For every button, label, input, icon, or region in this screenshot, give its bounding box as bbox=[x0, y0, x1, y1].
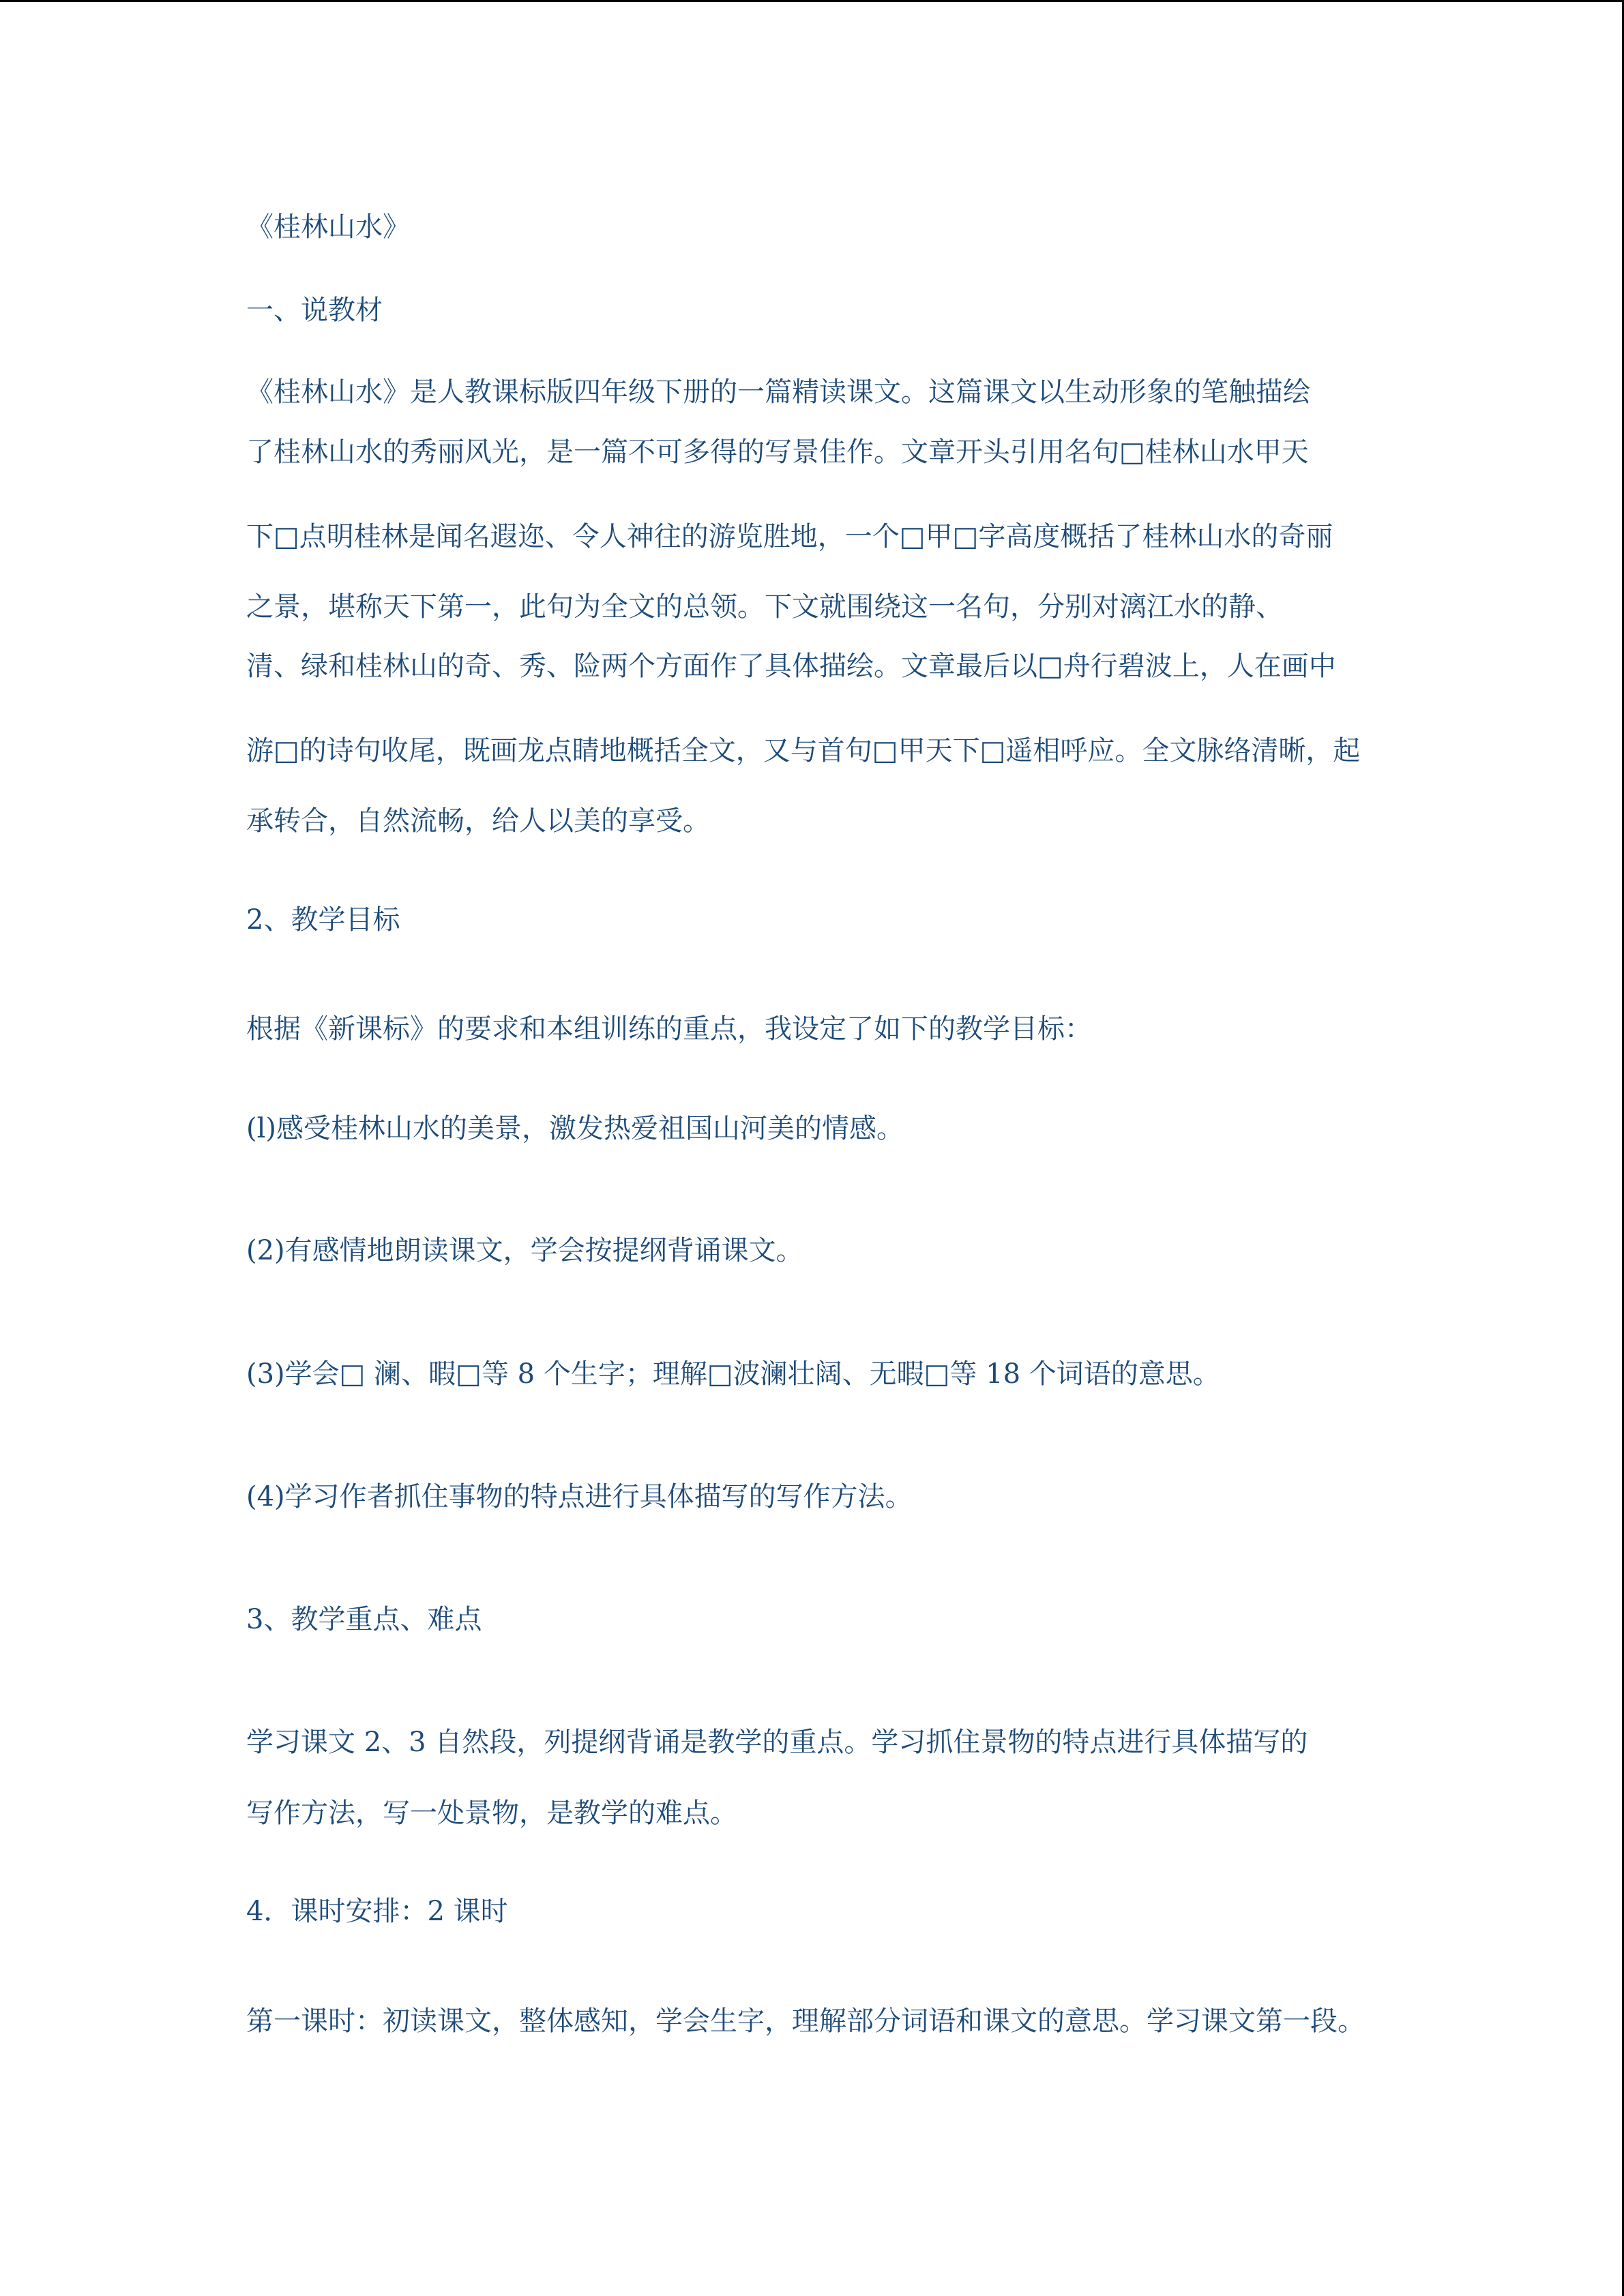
section-heading-3: 3、教学重点、难点 bbox=[246, 1604, 482, 1635]
intro-line-3: 下□点明桂林是闻名遐迩、令人神往的游览胜地，一个□甲□字高度概括了桂林山水的奇丽 bbox=[246, 521, 1333, 552]
intro-line-2: 了桂林山水的秀丽风光，是一篇不可多得的写景佳作。文章开头引用名句□桂林山水甲天 bbox=[246, 436, 1309, 468]
goal-item-4: (4)学习作者抓住事物的特点进行具体描写的写作方法。 bbox=[246, 1481, 913, 1512]
section-heading-1: 一、说教材 bbox=[246, 295, 383, 326]
goal-item-2: (2)有感情地朗读课文，学会按提纲背诵课文。 bbox=[246, 1235, 803, 1266]
goal-item-3: (3)学会□ 澜、暇□等 8 个生字；理解□波澜壮阔、无暇□等 18 个词语的意思。 bbox=[246, 1358, 1220, 1390]
goal-item-1: (l)感受桂林山水的美景，激发热爱祖国山河美的情感。 bbox=[246, 1113, 904, 1144]
intro-line-7: 承转合，自然流畅，给人以美的享受。 bbox=[246, 805, 710, 837]
first-lesson-paragraph: 第一课时：初读课文，整体感知，学会生字，理解部分词语和课文的意思。学习课文第一段。 bbox=[246, 2006, 1365, 2037]
section-heading-4: 4．课时安排：2 课时 bbox=[246, 1896, 508, 1927]
intro-line-5: 清、绿和桂林山的奇、秀、险两个方面作了具体描绘。文章最后以□舟行碧波上，人在画中 bbox=[246, 651, 1336, 682]
key-points-line-2: 写作方法，写一处景物，是教学的难点。 bbox=[246, 1798, 737, 1829]
section-heading-2: 2、教学目标 bbox=[246, 904, 400, 936]
intro-line-4: 之景，堪称天下第一，此句为全文的总领。下文就围绕这一名句，分别对漓江水的静、 bbox=[246, 591, 1283, 623]
key-points-line-1: 学习课文 2、3 自然段，列提纲背诵是教学的重点。学习抓住景物的特点进行具体描写的 bbox=[246, 1727, 1308, 1758]
goals-intro: 根据《新课标》的要求和本组训练的重点，我设定了如下的教学目标： bbox=[246, 1013, 1092, 1045]
document-title: 《桂林山水》 bbox=[246, 211, 410, 243]
intro-line-6: 游□的诗句收尾，既画龙点睛地概括全文，又与首句□甲天下□遥相呼应。全文脉络清晰，起 bbox=[246, 735, 1361, 766]
intro-line-1: 《桂林山水》是人教课标版四年级下册的一篇精读课文。这篇课文以生动形象的笔触描绘 bbox=[246, 376, 1310, 408]
